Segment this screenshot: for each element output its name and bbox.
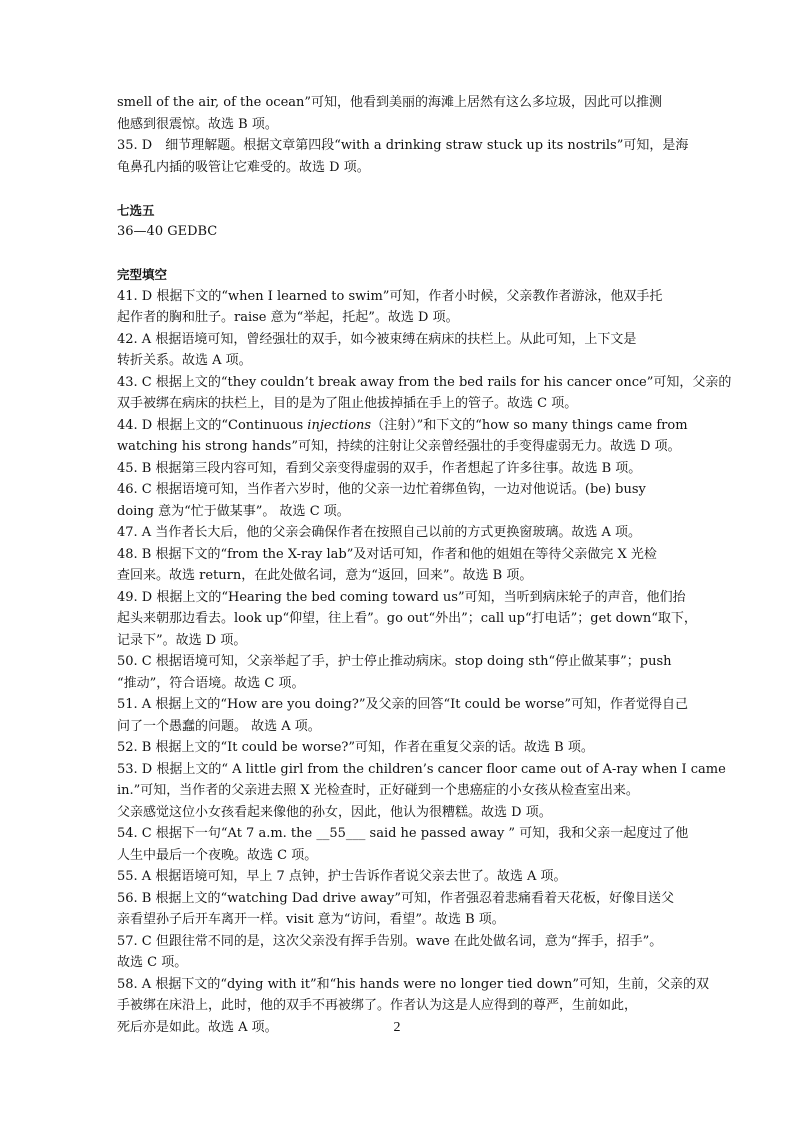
text-line: 死后亦是如此。故选 A 项。: [117, 1019, 278, 1035]
text-line: 双手被绑在病床的扶栏上，目的是为了阻止他拔掉插在手上的管子。故选 C 项。: [117, 396, 578, 411]
text-line: 54. C 根据下一句“At 7 a.m. the __55___ said he passed away ” 可知，我和父亲一起度过了他: [117, 826, 689, 841]
text-line: 51. A 根据上文的“How are you doing?”及父亲的回答“It could be worse”可知，作者觉得自己: [117, 697, 689, 712]
text-line: 问了一个愚蠢的问题。 故选 A 项。: [117, 718, 321, 734]
text-line: 41. D 根据下文的“when I learned to swim”可知，作者小时候，父亲教作者游泳，他双手托: [117, 288, 663, 304]
text-line: 58. A 根据下文的“dying with it”和“his hands were no longer tied down”可知，生前，父亲的双: [117, 976, 710, 992]
section-heading: 完型填空: [117, 267, 168, 282]
text-line: watching his strong hands”可知，持续的注射让父亲曾经强壮的手变得虚弱无力。故选 D 项。: [117, 439, 681, 454]
answer-block-top: [117, 92, 689, 178]
document-page: [117, 92, 732, 1038]
text-line: 56. B 根据上文的“watching Dad drive away”可知，作者强忍着悲痛看着天花板，好像目送父: [117, 890, 674, 906]
text-line: 起头来朝那边看去。look up“仰望，往上看”。go out“外出”；call up“打电话”；get down“取下，: [117, 611, 697, 626]
text-line: 龟鼻孔内插的吸管让它难受的。故选 D 项。: [117, 159, 370, 175]
cloze-lines: [117, 286, 732, 1039]
text-line: 起作者的胸和肚子。raise 意为“举起，托起”。故选 D 项。: [117, 310, 459, 325]
text-line: 43. C 根据上文的“they couldn’t break away from the bed rails for his cancer once”可知，父亲的: [117, 374, 732, 390]
text-line: 父亲感觉这位小女孩看起来像他的孙女，因此，他认为很糟糕。故选 D 项。: [117, 804, 552, 820]
text-line: 55. A 根据语境可知，早上 7 点钟，护士告诉作者说父亲去世了。故选 A 项。: [117, 869, 567, 884]
section-gap: [117, 178, 677, 200]
text-line: 35. D 细节理解题。根据文章第四段“with a drinking straw stuck up its nostrils”可知，是海: [117, 138, 689, 153]
section-qixuanwu: [117, 200, 677, 243]
text-line: 亲看望孙子后开车离开一样。visit 意为“访问，看望”。故选 B 项。: [117, 912, 505, 927]
text-line: 人生中最后一个夜晚。故选 C 项。: [117, 847, 318, 863]
text-line: 52. B 根据上文的“It could be worse?”可知，作者在重复父亲的话。故选 B 项。: [117, 740, 594, 755]
text-line: in.”可知，当作者的父亲进去照 X 光检查时，正好碰到一个患癌症的小女孩从检查室出来。: [117, 783, 639, 798]
text-line: 查回来。故选 return，在此处做名词，意为“返回，回来”。故选 B 项。: [117, 568, 533, 583]
section-cloze: [117, 264, 732, 1038]
text-line: doing 意为“忙于做某事”。 故选 C 项。: [117, 503, 350, 519]
text-line: 转折关系。故选 A 项。: [117, 353, 252, 368]
text-line: 44. D 根据上文的“Continuous injections（注射）”和下文的“how so many things came from: [117, 417, 688, 433]
text-line: 57. C 但跟往常不同的是，这次父亲没有挥手告别。wave 在此处做名词，意为“挥手，招手”。: [117, 933, 663, 949]
text-line: 记录下”。故选 D 项。: [117, 632, 247, 648]
section-heading: 七选五: [117, 202, 155, 218]
text-line: 50. C 根据语境可知，父亲举起了手，护士停止推动病床。stop doing sth“停止做某事”；push: [117, 654, 672, 669]
text-line: 42. A 根据语境可知，曾经强壮的双手，如今被束缚在病床的扶栏上。从此可知，上下文是: [117, 331, 637, 347]
text-line: 48. B 根据下文的“from the X-ray lab”及对话可知，作者和他的姐姐在等待父亲做完 X 光检: [117, 546, 657, 562]
text-line: 46. C 根据语境可知，当作者六岁时，他的父亲一边忙着绑鱼钩，一边对他说话。(be) busy: [117, 482, 646, 497]
text-line: 45. B 根据第三段内容可知，看到父亲变得虚弱的双手，作者想起了许多往事。故选 B 项。: [117, 460, 642, 476]
text-line: 他感到很震惊。故选 B 项。: [117, 116, 278, 132]
italic-term: injections: [307, 417, 372, 433]
text-line: 手被绑在床沿上，此时，他的双手不再被绑了。作者认为这是人应得到的尊严，生前如此，: [117, 998, 638, 1013]
text-line: 53. D 根据上文的“ A little girl from the children’s cancer floor came out of A-ray when I came: [117, 761, 726, 777]
section-gap: [117, 243, 677, 265]
text-line: smell of the air, of the ocean”可知，他看到美丽的海滩上居然有这么多垃圾，因此可以推测: [117, 95, 663, 110]
answer-line: 36—40 GEDBC: [117, 224, 218, 239]
text-line: 49. D 根据上文的“Hearing the bed coming toward us”可知，当听到病床轮子的声音，他们抬: [117, 589, 686, 605]
page-number: 2: [393, 1020, 401, 1035]
text-line: 47. A 当作者长大后，他的父亲会确保作者在按照自己以前的方式更换窗玻璃。故选 A 项。: [117, 525, 641, 540]
text-line: 故选 C 项。: [117, 955, 188, 970]
text-line: “推动”，符合语境。故选 C 项。: [117, 675, 305, 691]
